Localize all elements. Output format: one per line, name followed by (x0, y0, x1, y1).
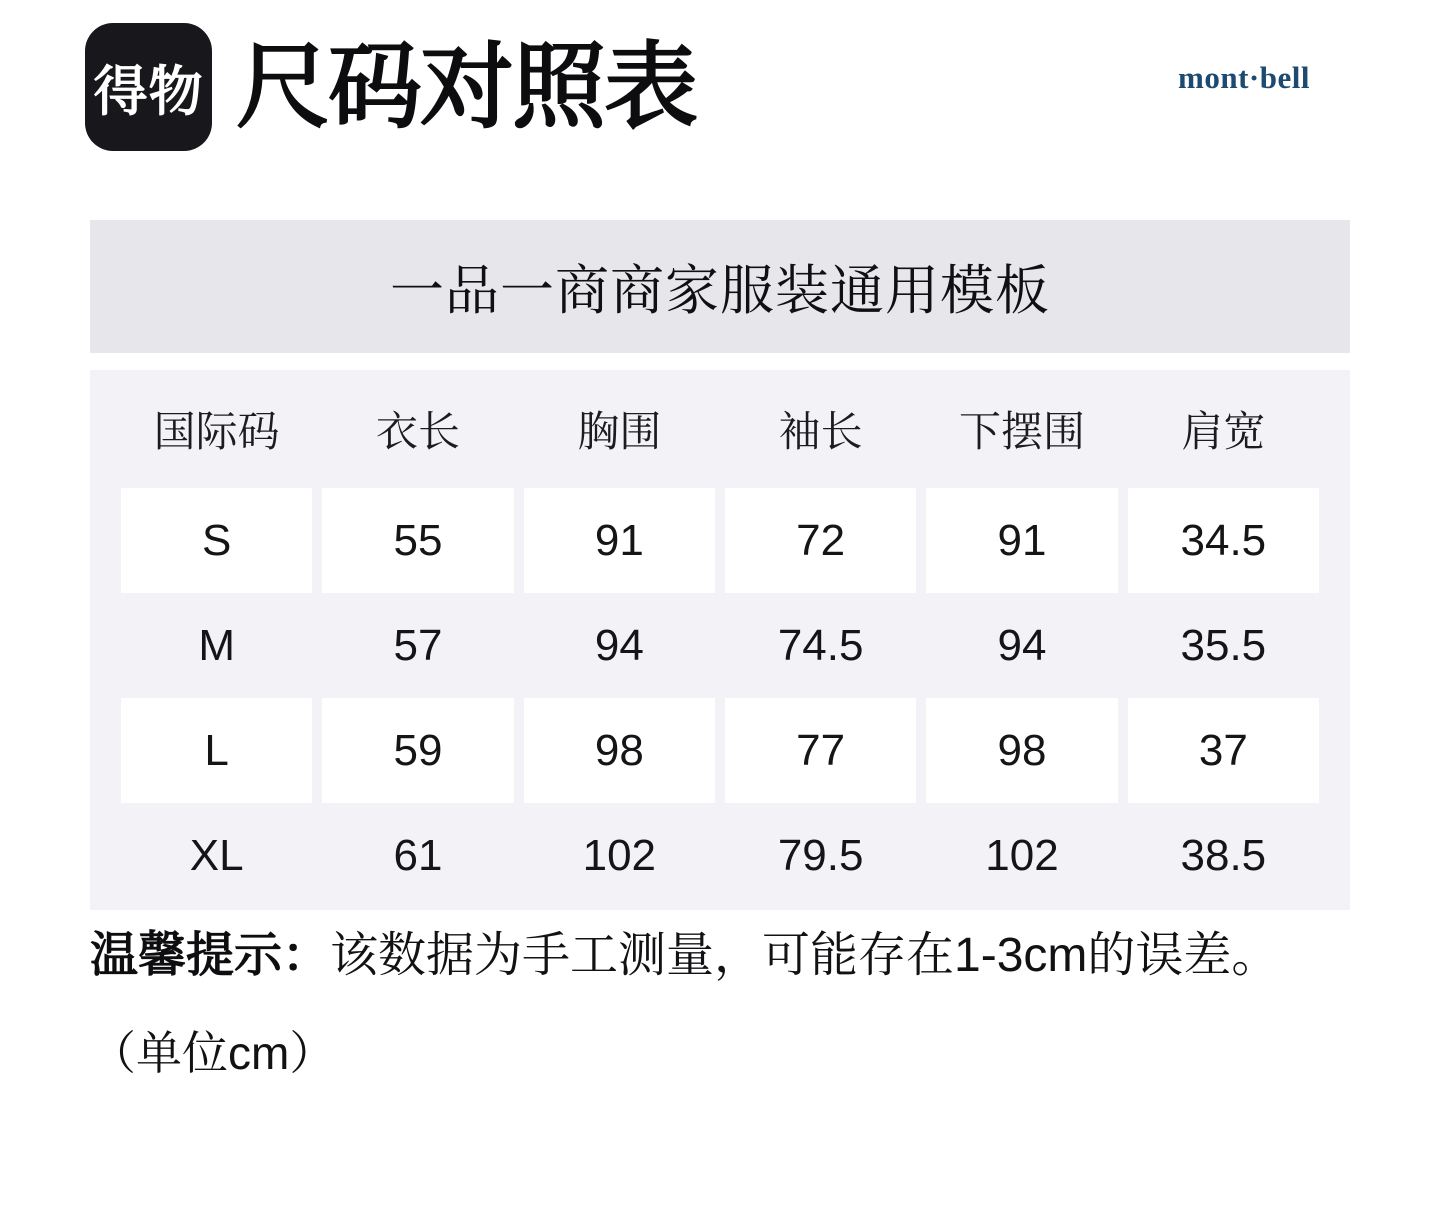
size-cell: 94 (594, 620, 644, 670)
size-cell: 38.5 (1180, 830, 1267, 880)
size-label: XL (189, 830, 244, 880)
footnote (90, 925, 1400, 1083)
column-header: 胸围 (577, 408, 662, 455)
size-cell: 98 (524, 698, 715, 803)
dewu-logo-text: 得物 (93, 61, 204, 122)
size-cell: 91 (524, 488, 715, 593)
footnote-unit: （单位cm） (90, 1027, 336, 1080)
column-header: 肩宽 (1181, 408, 1266, 455)
table-row-xl (90, 803, 1350, 908)
column-header: 袖长 (778, 408, 863, 455)
size-cell: 98 (926, 698, 1117, 803)
table-row-l (90, 698, 1350, 803)
table-row-s (90, 488, 1350, 593)
footnote-disclaimer (90, 925, 1400, 987)
column-header: 衣长 (375, 408, 460, 455)
size-label: S (121, 488, 312, 593)
size-cell: 59 (322, 698, 513, 803)
size-table (90, 370, 1350, 910)
size-label: M (198, 620, 235, 670)
size-cell: 35.5 (1180, 620, 1267, 670)
column-header: 国际码 (153, 408, 280, 455)
size-cell: 94 (997, 620, 1047, 670)
size-table-header-row (90, 370, 1350, 488)
column-header: 下摆围 (958, 408, 1085, 455)
size-cell: 57 (393, 620, 443, 670)
size-cell: 34.5 (1128, 488, 1319, 593)
brand-logo-montbell: mont·bell (1178, 60, 1310, 95)
size-cell: 102 (985, 830, 1059, 880)
size-cell: 55 (322, 488, 513, 593)
size-cell: 79.5 (777, 830, 864, 880)
size-cell: 102 (582, 830, 657, 880)
table-row-m (90, 593, 1350, 698)
footnote-label: 温馨提示： (90, 929, 331, 982)
size-cell: 77 (725, 698, 916, 803)
template-banner-label: 一品一商商家服装通用模板 (390, 261, 1050, 321)
size-cell: 61 (393, 830, 443, 880)
dewu-logo (85, 23, 212, 151)
template-banner (90, 220, 1350, 353)
size-cell: 74.5 (777, 620, 864, 670)
size-label: L (121, 698, 312, 803)
size-cell: 91 (926, 488, 1117, 593)
footnote-text: 该数据为手工测量，可能存在1-3cm的误差。 (330, 929, 1280, 982)
size-cell: 72 (725, 488, 916, 593)
size-cell: 37 (1128, 698, 1319, 803)
header (85, 22, 696, 152)
page-title: 尺码对照表 (236, 34, 697, 139)
